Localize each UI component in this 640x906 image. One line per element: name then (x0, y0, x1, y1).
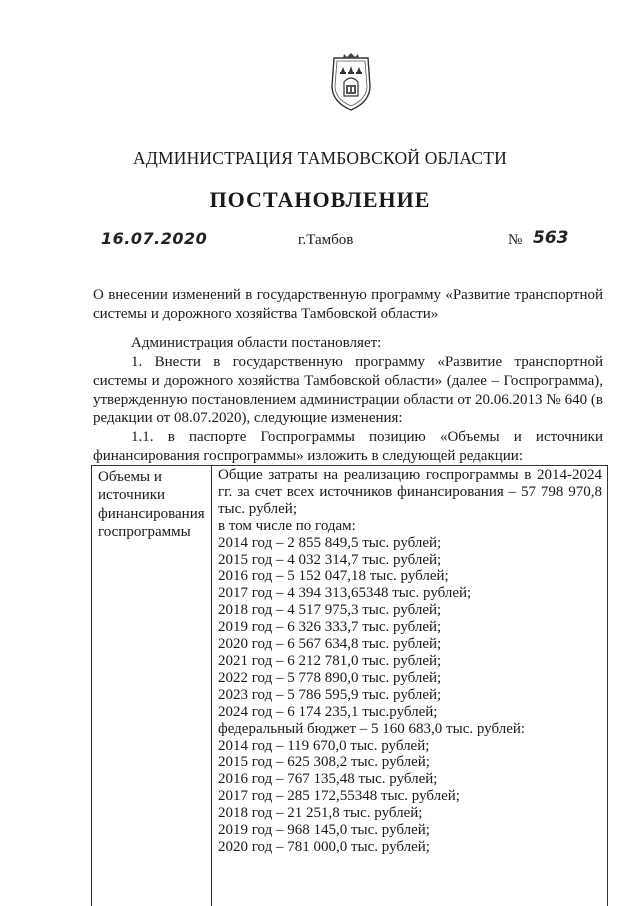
year-amount-line: 2023 год – 5 786 595,9 тыс. рублей; (218, 686, 442, 703)
document-city: г.Тамбов (298, 232, 354, 248)
federal-by-year-list (218, 738, 602, 856)
year-amount-line: 2017 год – 285 172,55348 тыс. рублей; (218, 788, 460, 805)
document-subject: О внесении изменений в государственную программу «Развитие транспортной системы и дорожного хозяйства Тамбовской области» (93, 287, 603, 322)
year-amount-line: 2020 год – 781 000,0 тыс. рублей; (218, 838, 430, 855)
document-number: 563 (533, 228, 569, 248)
document-date: 16.07.2020 (101, 229, 208, 248)
document-type-title: ПОСТАНОВЛЕНИЕ (209, 187, 431, 212)
year-amount-line: 2015 год – 625 308,2 тыс. рублей; (218, 754, 430, 771)
totals-by-year-list (218, 535, 602, 721)
financing-table (91, 465, 608, 906)
year-amount-line: 2015 год – 4 032 314,7 тыс. рублей; (218, 551, 442, 568)
table-cell-label: Объемы и источники финансирования госпрограммы (98, 469, 205, 541)
year-amount-line: 2022 год – 5 778 890,0 тыс. рублей; (218, 669, 442, 686)
year-amount-line: 2014 год – 119 670,0 тыс. рублей; (218, 737, 430, 754)
table-cell-content (218, 467, 602, 856)
year-amount-line: 2016 год – 767 135,48 тыс. рублей; (218, 771, 438, 788)
year-amount-line: 2019 год – 6 326 333,7 тыс. рублей; (218, 619, 442, 636)
year-amount-line: 2021 год – 6 212 781,0 тыс. рублей; (218, 652, 442, 669)
year-amount-line: 2018 год – 21 251,8 тыс. рублей; (218, 805, 423, 822)
year-amount-line: 2018 год – 4 517 975,3 тыс. рублей; (218, 602, 442, 619)
year-amount-line: 2020 год – 6 567 634,8 тыс. рублей; (218, 636, 442, 653)
organization-title: АДМИНИСТРАЦИЯ ТАМБОВСКОЙ ОБЛАСТИ (133, 148, 507, 168)
paragraph-item-1-1: 1.1. в паспорте Госпрограммы позицию «Объемы и источники финансирования госпрограммы» изложить в следующей редакции: (93, 429, 603, 464)
table-intro-text: Общие затраты на реализацию госпрограммы в 2014-2024 гг. за счет всех источников финансирования – 57 798 970,8 тыс. рублей; (218, 467, 602, 517)
paragraph-preamble: Администрация области постановляет: (131, 335, 382, 351)
federal-budget-label: федеральный бюджет – 5 160 683,0 тыс. рублей: (218, 720, 526, 737)
year-amount-line: 2016 год – 5 152 047,18 тыс. рублей; (218, 568, 449, 585)
paragraph-item-1: 1. Внести в государственную программу «Развитие транспортной системы и дорожного хозяйства Тамбовской области» (далее – Госпрограмма), утвержденную постановлением администрации области от 20.06.2013 № 640 (в редакции от 08.07.2020), следующие изменения: (93, 354, 603, 427)
year-amount-line: 2017 год – 4 394 313,65348 тыс. рублей; (218, 585, 472, 602)
document-number-label: № (508, 232, 523, 248)
table-years-label: в том числе по годам: (218, 517, 356, 534)
year-amount-line: 2024 год – 6 174 235,1 тыс.рублей; (218, 703, 438, 720)
coat-of-arms-icon (326, 52, 376, 112)
year-amount-line: 2014 год – 2 855 849,5 тыс. рублей; (218, 534, 442, 551)
table-column-divider (211, 466, 212, 906)
year-amount-line: 2019 год – 968 145,0 тыс. рублей; (218, 822, 430, 839)
